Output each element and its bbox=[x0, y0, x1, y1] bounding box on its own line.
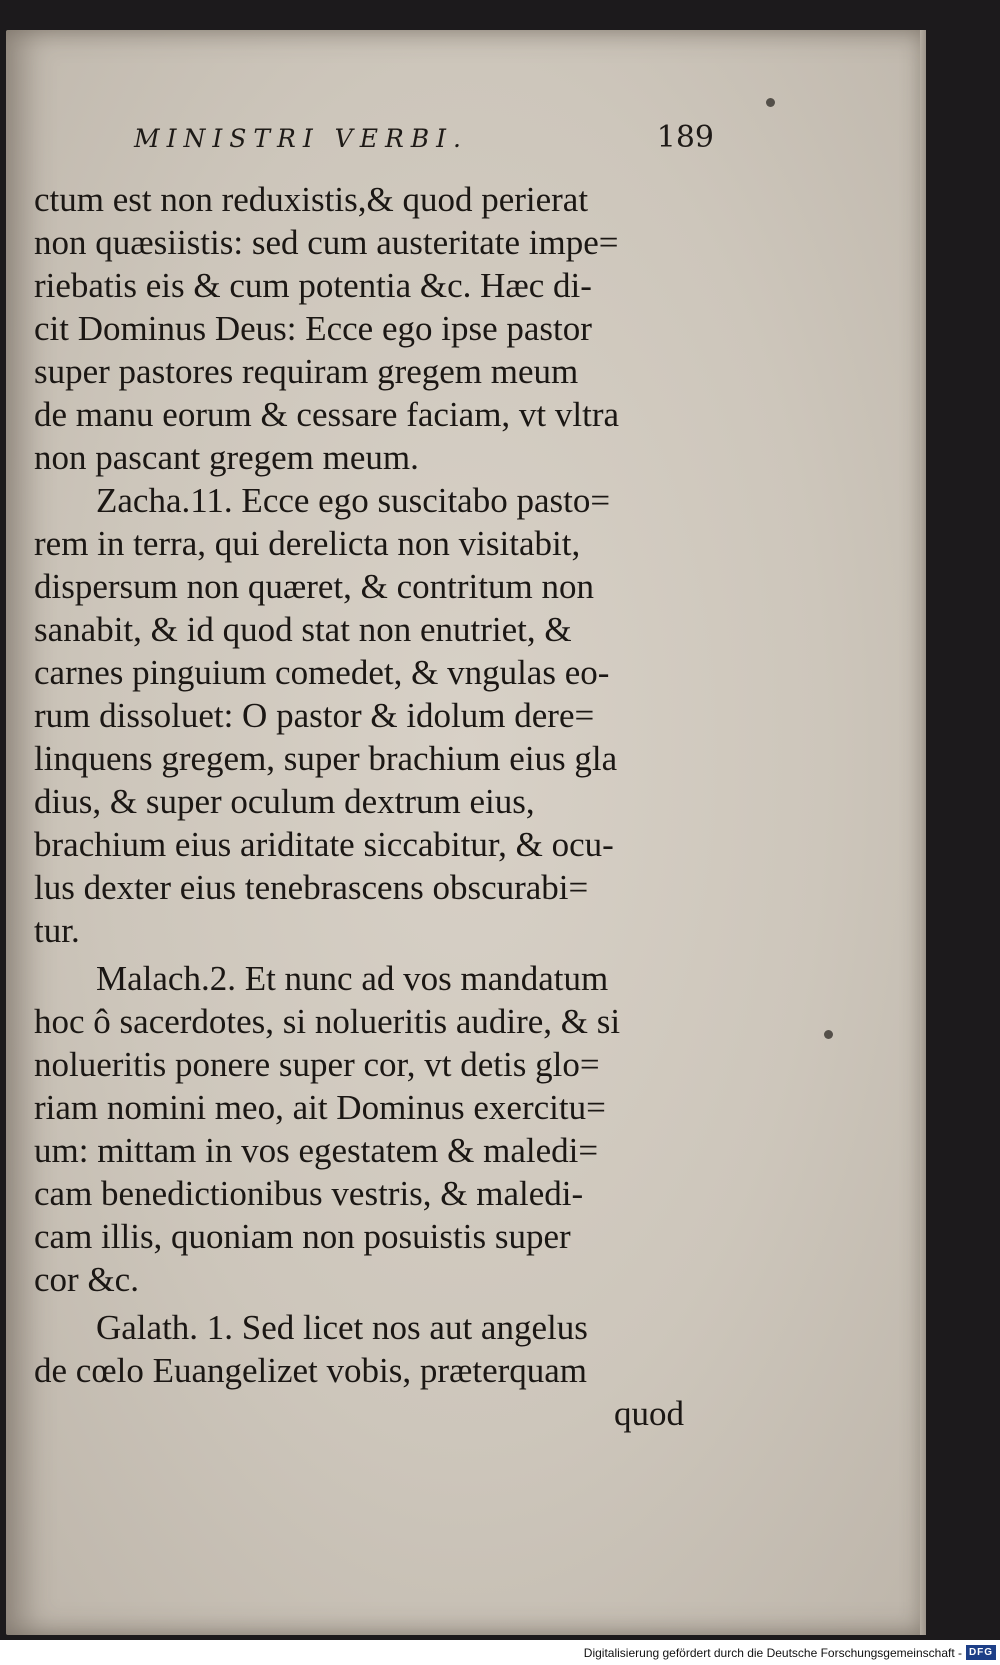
text-line: rum dissoluet: O pastor & idolum dere= bbox=[34, 696, 595, 735]
ink-spot bbox=[766, 98, 775, 107]
page-header bbox=[134, 114, 714, 164]
text-line: dispersum non quæret, & contritum non bbox=[34, 567, 594, 606]
text-line: sanabit, & id quod stat non enutriet, & bbox=[34, 610, 572, 649]
text-line: cam benedictionibus vestris, & maledi- bbox=[34, 1174, 584, 1213]
text-line: Zacha.11. Ecce ego suscitabo pasto= bbox=[96, 481, 611, 520]
text-line: super pastores requiram gregem meum bbox=[34, 352, 579, 391]
text-line: tur. bbox=[34, 911, 80, 950]
text-line: rem in terra, qui derelicta non visitabit, bbox=[34, 524, 581, 563]
text-line: linquens gregem, super brachium eius gla bbox=[34, 739, 618, 778]
text-line: hoc ô sacerdotes, si nolueritis audire, & si bbox=[34, 1002, 621, 1041]
paragraph-malachias bbox=[34, 957, 714, 1301]
paragraph-galatians bbox=[34, 1306, 714, 1392]
text-line: um: mittam in vos egestatem & maledi= bbox=[34, 1131, 599, 1170]
body-text bbox=[34, 178, 714, 1435]
text-line: cor &c. bbox=[34, 1260, 139, 1299]
running-head: MINISTRI VERBI. bbox=[134, 124, 468, 153]
paragraph-ezekiel bbox=[34, 178, 714, 479]
text-line: riam nomini meo, ait Dominus exercitu= bbox=[34, 1088, 606, 1127]
text-line: cit Dominus Deus: Ecce ego ipse pastor bbox=[34, 309, 592, 348]
dfg-logo: DFG bbox=[966, 1645, 996, 1660]
text-line: dius, & super oculum dextrum eius, bbox=[34, 782, 535, 821]
text-line: Galath. 1. Sed licet nos aut angelus bbox=[96, 1308, 588, 1347]
text-line: lus dexter eius tenebrascens obscurabi= bbox=[34, 868, 589, 907]
page-edge bbox=[920, 30, 926, 1635]
ink-spot bbox=[824, 1030, 833, 1039]
catchword: quod bbox=[614, 1394, 684, 1433]
page-number: 189 bbox=[656, 120, 714, 155]
paragraph-zacharias bbox=[34, 479, 714, 952]
text-line: non quæsiistis: sed cum austeritate impe= bbox=[34, 223, 619, 262]
text-line: Malach.2. Et nunc ad vos mandatum bbox=[96, 959, 609, 998]
text-line: riebatis eis & cum potentia &c. Hæc di- bbox=[34, 266, 592, 305]
digitization-footer bbox=[0, 1641, 1000, 1665]
text-line: de cœlo Euangelizet vobis, præterquam bbox=[34, 1351, 588, 1390]
book-page bbox=[6, 30, 926, 1635]
text-line: carnes pinguium comedet, & vngulas eo- bbox=[34, 653, 610, 692]
text-line: cam illis, quoniam non posuistis super bbox=[34, 1217, 571, 1256]
text-line: non pascant gregem meum. bbox=[34, 438, 419, 477]
text-line: nolueritis ponere super cor, vt detis glo= bbox=[34, 1045, 600, 1084]
text-line: de manu eorum & cessare faciam, vt vltra bbox=[34, 395, 620, 434]
funding-credit: Digitalisierung gefördert durch die Deutsche Forschungsgemeinschaft - bbox=[583, 1646, 962, 1660]
text-line: ctum est non reduxistis,& quod perierat bbox=[34, 180, 589, 219]
text-line: brachium eius ariditate siccabitur, & ocu- bbox=[34, 825, 614, 864]
